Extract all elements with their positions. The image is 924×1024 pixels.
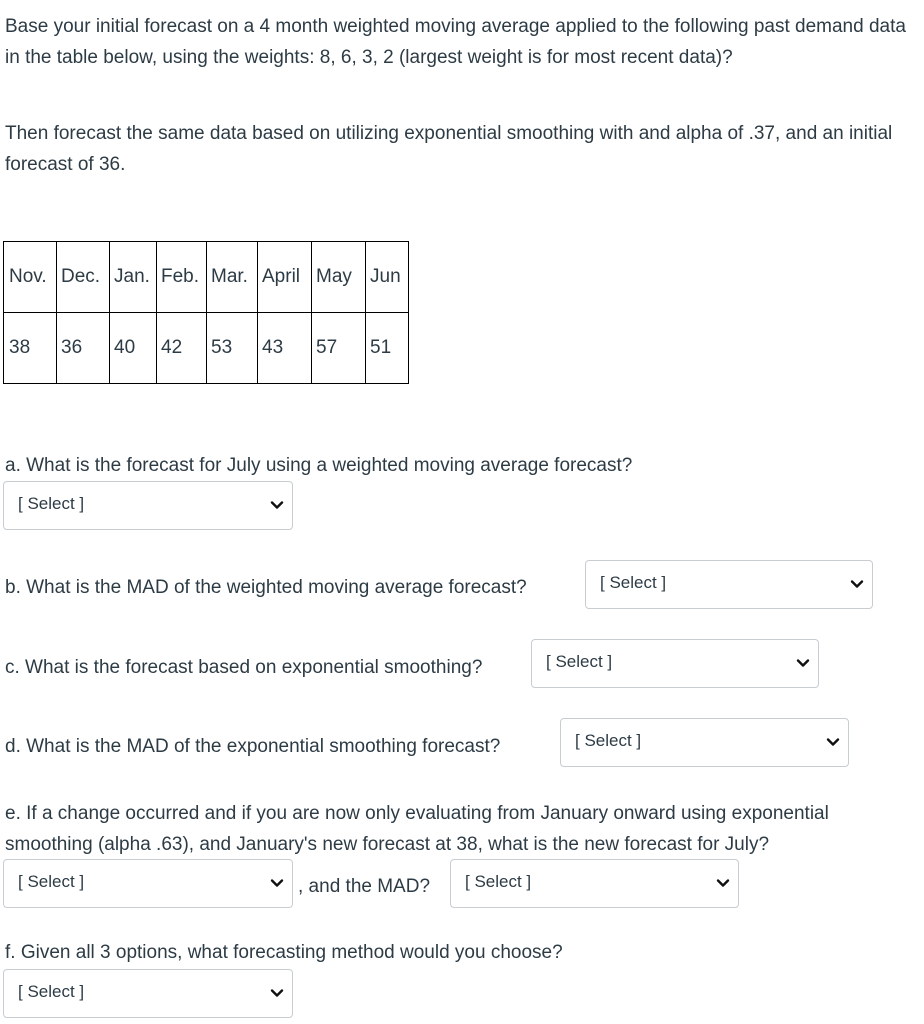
question-e-mad-label: , and the MAD? (298, 876, 431, 897)
chevron-down-icon (826, 735, 840, 749)
table-header-row (4, 242, 409, 313)
intro-paragraph-1: Base your initial forecast on a 4 month weighted moving average applied to the following past demand data in the table below, using the weights: 8, 6, 3, 2 (largest weight is for most recent data)? (5, 16, 906, 68)
question-f-select[interactable] (3, 969, 293, 1018)
table-value-cell: 53 (207, 313, 258, 384)
table-header-cell: April (258, 242, 312, 313)
chevron-down-icon (716, 876, 730, 890)
question-e-mad-select[interactable] (450, 859, 739, 908)
table-header-cell: Jan. (110, 242, 157, 313)
select-label: [ Select ] (18, 872, 85, 891)
chevron-down-icon (270, 986, 284, 1000)
chevron-down-icon (850, 577, 864, 591)
chevron-down-icon (796, 656, 810, 670)
question-e-forecast-select[interactable] (3, 859, 293, 908)
demand-table (3, 241, 409, 384)
table-header-cell: Dec. (57, 242, 110, 313)
table-header-cell: Nov. (4, 242, 57, 313)
question-c-text: c. What is the forecast based on exponential smoothing? (5, 657, 483, 678)
table-header-cell: Mar. (207, 242, 258, 313)
question-b-select[interactable] (585, 560, 873, 609)
table-value-cell: 57 (312, 313, 366, 384)
select-label: [ Select ] (465, 872, 532, 891)
table-value-cell: 40 (110, 313, 157, 384)
question-d-text: d. What is the MAD of the exponential smoothing forecast? (5, 736, 501, 757)
question-d-select[interactable] (560, 718, 849, 767)
question-a-select[interactable] (3, 481, 293, 530)
chevron-down-icon (270, 498, 284, 512)
table-header-cell: May (312, 242, 366, 313)
select-label: [ Select ] (18, 494, 85, 513)
question-c-select[interactable] (531, 639, 819, 688)
select-label: [ Select ] (575, 731, 642, 750)
table-value-cell: 51 (366, 313, 409, 384)
intro-paragraph-2: Then forecast the same data based on utilizing exponential smoothing with and alpha of .37, and an initial forecast of 36. (5, 123, 893, 175)
select-label: [ Select ] (18, 982, 85, 1001)
table-value-cell: 36 (57, 313, 110, 384)
table-value-cell: 42 (157, 313, 207, 384)
question-e-text: e. If a change occurred and if you are now only evaluating from January onward using exponential smoothing (alpha .63), and January's new forecast at 38, what is the new forecast for July? (5, 803, 829, 855)
table-header-cell: Feb. (157, 242, 207, 313)
table-value-cell: 43 (258, 313, 312, 384)
select-label: [ Select ] (600, 573, 667, 592)
question-f-text: f. Given all 3 options, what forecasting method would you choose? (5, 942, 563, 963)
table-value-row (4, 313, 409, 384)
chevron-down-icon (270, 876, 284, 890)
question-a-text: a. What is the forecast for July using a weighted moving average forecast? (5, 455, 633, 476)
question-b-text: b. What is the MAD of the weighted moving average forecast? (5, 577, 527, 598)
table-header-cell: Jun (366, 242, 409, 313)
table-value-cell: 38 (4, 313, 57, 384)
select-label: [ Select ] (546, 652, 613, 671)
